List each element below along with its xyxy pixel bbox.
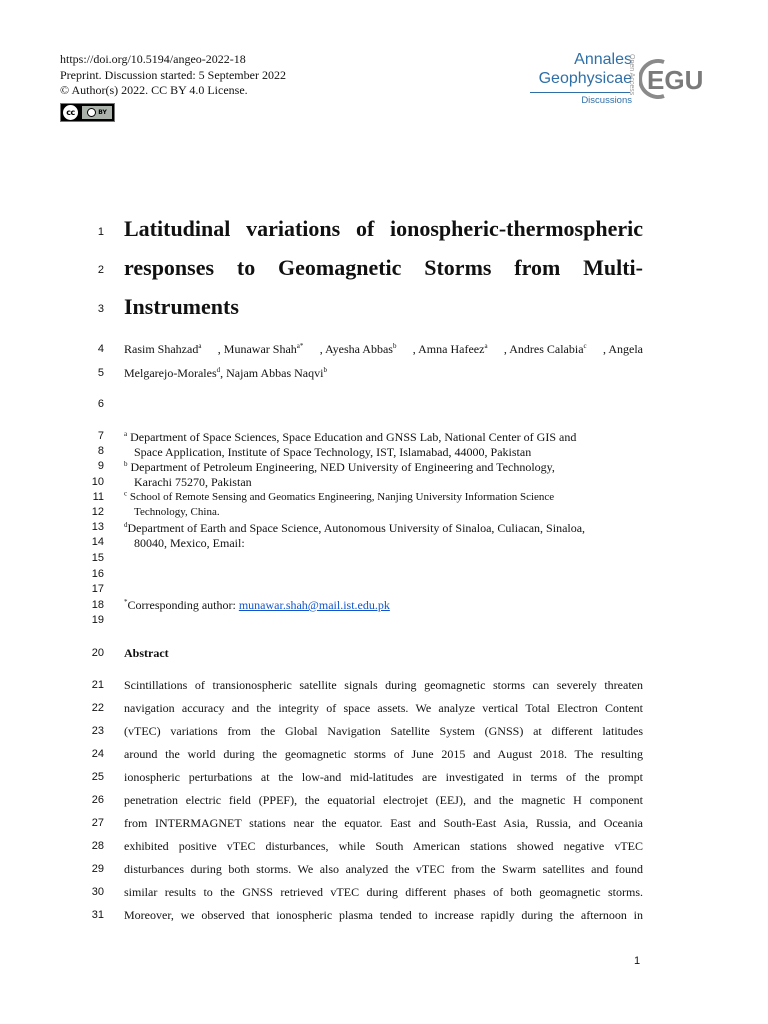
line-number: 1 — [97, 226, 104, 238]
line-number: 3 — [97, 303, 104, 315]
abstract-line: exhibited positive vTEC disturbances, while South American stations showed negative vTEC — [124, 839, 643, 853]
abstract-line: similar results to the GNSS retrieved vTEC during different phases of both geomagnetic storms. — [124, 885, 643, 899]
license-text: © Author(s) 2022. CC BY 4.0 License. — [60, 83, 248, 97]
author: , Andres Calabia$^c$ — [503, 342, 587, 356]
preprint-date: Preprint. Discussion started: 5 September 2022 — [60, 67, 286, 82]
line-number: 5 — [97, 367, 104, 379]
line-number: 18 — [91, 599, 104, 611]
line-number: 13 — [91, 521, 104, 533]
page-number: 1 — [634, 955, 641, 967]
line-number: 8 — [97, 445, 104, 457]
affiliation: $^d$Department of Earth and Space Science, Autonomous University of Sinaloa, Culiacan, Sinaloa, — [124, 521, 586, 535]
abstract-line: (vTEC) variations from the Global Navigation Satellite System (GNSS) at different latitudes — [124, 724, 643, 738]
abstract-line: penetration electric field (PPEF), the equatorial electrojet (EEJ), and the magnetic H component — [124, 793, 643, 807]
abstract-line: ionospheric perturbations at the low-and mid-latitudes are investigated in terms of the prompt — [124, 770, 643, 784]
abstract-line: Scintillations of transionospheric satellite signals during geomagnetic storms can severely threaten — [124, 678, 643, 692]
abstract-heading: Abstract — [124, 646, 169, 660]
cc-by-license-badge[interactable] — [60, 103, 115, 122]
affiliation-continued: Space Application, Institute of Space Technology, IST, Islamabad, 44000, Pakistan — [134, 445, 532, 459]
line-number: 27 — [91, 817, 104, 829]
line-number: 2 — [97, 264, 104, 276]
line-number: 9 — [97, 460, 104, 472]
line-number: 31 — [91, 909, 104, 921]
line-number: 16 — [91, 568, 104, 580]
author: Melgarejo-Morales$^d$ — [124, 366, 221, 380]
line-number: 21 — [91, 679, 104, 691]
person-icon — [87, 108, 96, 117]
line-number: 12 — [91, 506, 104, 518]
egu-logo-icon — [639, 56, 711, 102]
affiliation: $^b$ Department of Petroleum Engineering, NED University of Engineering and Technology, — [124, 460, 555, 474]
line-number: 29 — [91, 863, 104, 875]
paper-title-line: Instruments — [124, 294, 239, 319]
line-number: 23 — [91, 725, 104, 737]
corresponding-author: *Corresponding author: munawar.shah@mail.ist.edu.pk — [124, 598, 390, 612]
abstract-line: Moreover, we observed that ionospheric plasma tended to increase rapidly during the afternoon in — [124, 908, 643, 922]
line-number: 17 — [91, 583, 104, 595]
author: , Amna Hafeez$^a$ — [412, 342, 488, 356]
line-number: 24 — [91, 748, 104, 760]
line-number: 10 — [91, 476, 104, 488]
abstract-line: from INTERMAGNET stations near the equator. East and South-East Asia, Russia, and Oceania — [124, 816, 643, 830]
affiliation-continued: Technology, China. — [134, 506, 220, 518]
line-number: 26 — [91, 794, 104, 806]
paper-title-line: responses to Geomagnetic Storms from Multi- — [124, 255, 643, 280]
author: , Ayesha Abbas$^b$ — [319, 342, 397, 356]
doi-link[interactable]: https://doi.org/10.5194/angeo-2022-18 — [60, 52, 246, 66]
journal-logo — [528, 50, 714, 108]
abstract-line: navigation accuracy and the integrity of space assets. We analyze vertical Total Electron Content — [124, 701, 643, 715]
author: Rasim Shahzad$^a$ — [124, 342, 202, 356]
line-number: 15 — [91, 552, 104, 564]
affiliation-continued: Karachi 75270, Pakistan — [134, 475, 252, 489]
line-number: 25 — [91, 771, 104, 783]
abstract-line: disturbances during both storms. We also analyzed the vTEC from the Swarm satellites and found — [124, 862, 643, 876]
affiliation-continued: 80040, Mexico, Email: — [134, 536, 245, 550]
preprint-header — [60, 52, 286, 99]
affiliation: $^c$ School of Remote Sensing and Geomatics Engineering, Nanjing University Information Science — [124, 489, 555, 503]
journal-name-line1: Annales — [574, 51, 632, 68]
author: , Angela — [603, 342, 643, 356]
attribution-icon: BY — [82, 106, 112, 119]
paper-title-line: Latitudinal variations of ionospheric-thermospheric — [124, 216, 643, 241]
affiliation: $^a$ Department of Space Sciences, Space Education and GNSS Lab, National Center of GIS and — [124, 430, 577, 444]
author: , Najam Abbas Naqvi$^b$ — [220, 366, 327, 380]
abstract-line: around the world during the geomagnetic storms of June 2015 and August 2018. The resulting — [124, 747, 643, 761]
line-number: 28 — [91, 840, 104, 852]
line-number: 6 — [97, 398, 104, 410]
line-number: 19 — [91, 614, 104, 626]
egu-logo-text: EGU — [647, 65, 704, 95]
line-number: 22 — [91, 702, 104, 714]
journal-name-line2: Geophysicae — [538, 70, 632, 87]
open-access-label: Open Access — [628, 54, 635, 96]
line-number: 4 — [97, 343, 104, 355]
journal-section: Discussions — [581, 95, 632, 106]
author-list-continued — [124, 366, 643, 381]
author-list — [124, 342, 643, 357]
email-link[interactable]: munawar.shah@mail.ist.edu.pk — [238, 598, 390, 612]
author: , Munawar Shah$^{a*}$ — [217, 342, 304, 356]
line-number: 11 — [92, 491, 104, 503]
line-number: 20 — [91, 647, 104, 659]
line-number: 30 — [91, 886, 104, 898]
line-number: 7 — [97, 430, 104, 442]
journal-divider — [530, 92, 630, 93]
line-number: 14 — [91, 536, 104, 548]
cc-icon: cc — [63, 105, 78, 120]
